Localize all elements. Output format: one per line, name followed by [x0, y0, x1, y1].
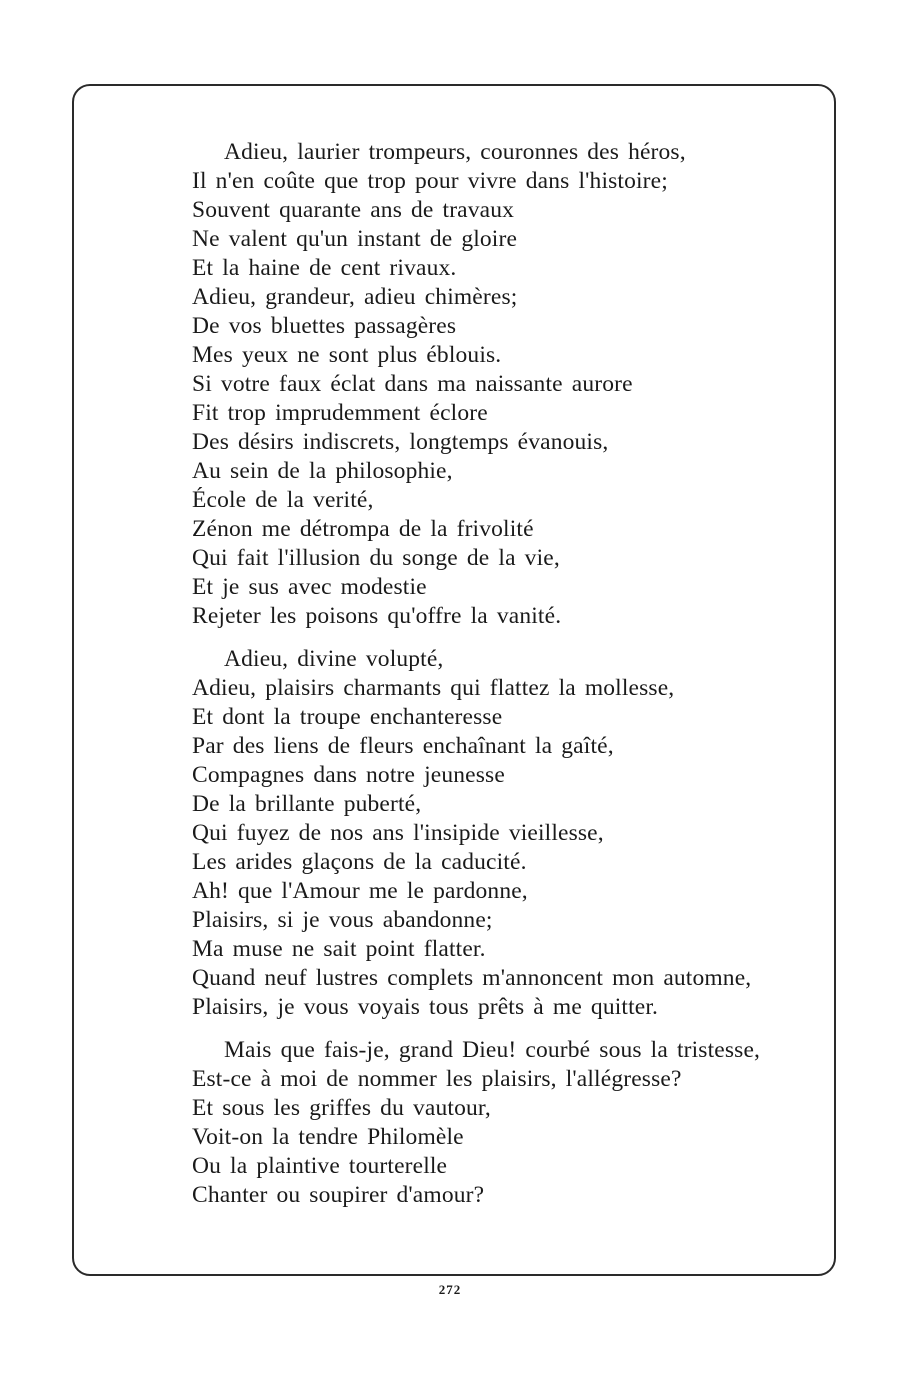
poem — [192, 138, 812, 1210]
verse-line: Est-ce à moi de nommer les plaisirs, l'allégresse? — [192, 1066, 682, 1092]
verse-line: Des désirs indiscrets, longtemps évanouis, — [192, 429, 609, 455]
verse-line: Et je sus avec modestie — [192, 574, 427, 600]
verse-line: Et dont la troupe enchanteresse — [192, 704, 503, 730]
verse-line: Qui fait l'illusion du songe de la vie, — [192, 545, 560, 571]
verse-line: Compagnes dans notre jeunesse — [192, 762, 505, 788]
verse-line: De la brillante puberté, — [192, 791, 422, 817]
verse-line: Adieu, divine volupté, — [224, 646, 444, 672]
verse-line: Ne valent qu'un instant de gloire — [192, 226, 518, 252]
verse-line: Les arides glaçons de la caducité. — [192, 849, 527, 875]
verse-line: Chanter ou soupirer d'amour? — [192, 1182, 485, 1208]
verse-line: Voit-on la tendre Philomèle — [192, 1124, 464, 1150]
verse-line: Il n'en coûte que trop pour vivre dans l'histoire; — [192, 168, 668, 194]
verse-line: Qui fuyez de nos ans l'insipide vieillesse, — [192, 820, 604, 846]
verse-line: Adieu, laurier trompeurs, couronnes des héros, — [224, 139, 686, 165]
verse-line: Au sein de la philosophie, — [192, 458, 453, 484]
verse-line: Rejeter les poisons qu'offre la vanité. — [192, 603, 562, 629]
stanza-3 — [192, 1036, 812, 1210]
verse-line: Mes yeux ne sont plus éblouis. — [192, 342, 502, 368]
verse-line: Ma muse ne sait point flatter. — [192, 936, 486, 962]
verse-line: Ou la plaintive tourterelle — [192, 1153, 448, 1179]
verse-line: Adieu, plaisirs charmants qui flattez la mollesse, — [192, 675, 675, 701]
verse-line: Zénon me détrompa de la frivolité — [192, 516, 534, 542]
verse-line: De vos bluettes passagères — [192, 313, 457, 339]
verse-line: Mais que fais-je, grand Dieu! courbé sous la tristesse, — [224, 1037, 761, 1063]
verse-line: Plaisirs, je vous voyais tous prêts à me quitter. — [192, 994, 659, 1020]
verse-line: Et la haine de cent rivaux. — [192, 255, 457, 281]
verse-line: Et sous les griffes du vautour, — [192, 1095, 491, 1121]
verse-line: Adieu, grandeur, adieu chimères; — [192, 284, 518, 310]
stanza-1 — [192, 138, 812, 631]
verse-line: Souvent quarante ans de travaux — [192, 197, 515, 223]
verse-line: Par des liens de fleurs enchaînant la gaîté, — [192, 733, 614, 759]
verse-line: Plaisirs, si je vous abandonne; — [192, 907, 493, 933]
verse-line: Ah! que l'Amour me le pardonne, — [192, 878, 528, 904]
verse-line: Quand neuf lustres complets m'annoncent mon automne, — [192, 965, 752, 991]
stanza-2 — [192, 645, 812, 1022]
verse-line: École de la verité, — [192, 487, 374, 513]
verse-line: Si votre faux éclat dans ma naissante aurore — [192, 371, 633, 397]
verse-line: Fit trop imprudemment éclore — [192, 400, 488, 426]
page-number: 272 — [438, 1282, 462, 1297]
